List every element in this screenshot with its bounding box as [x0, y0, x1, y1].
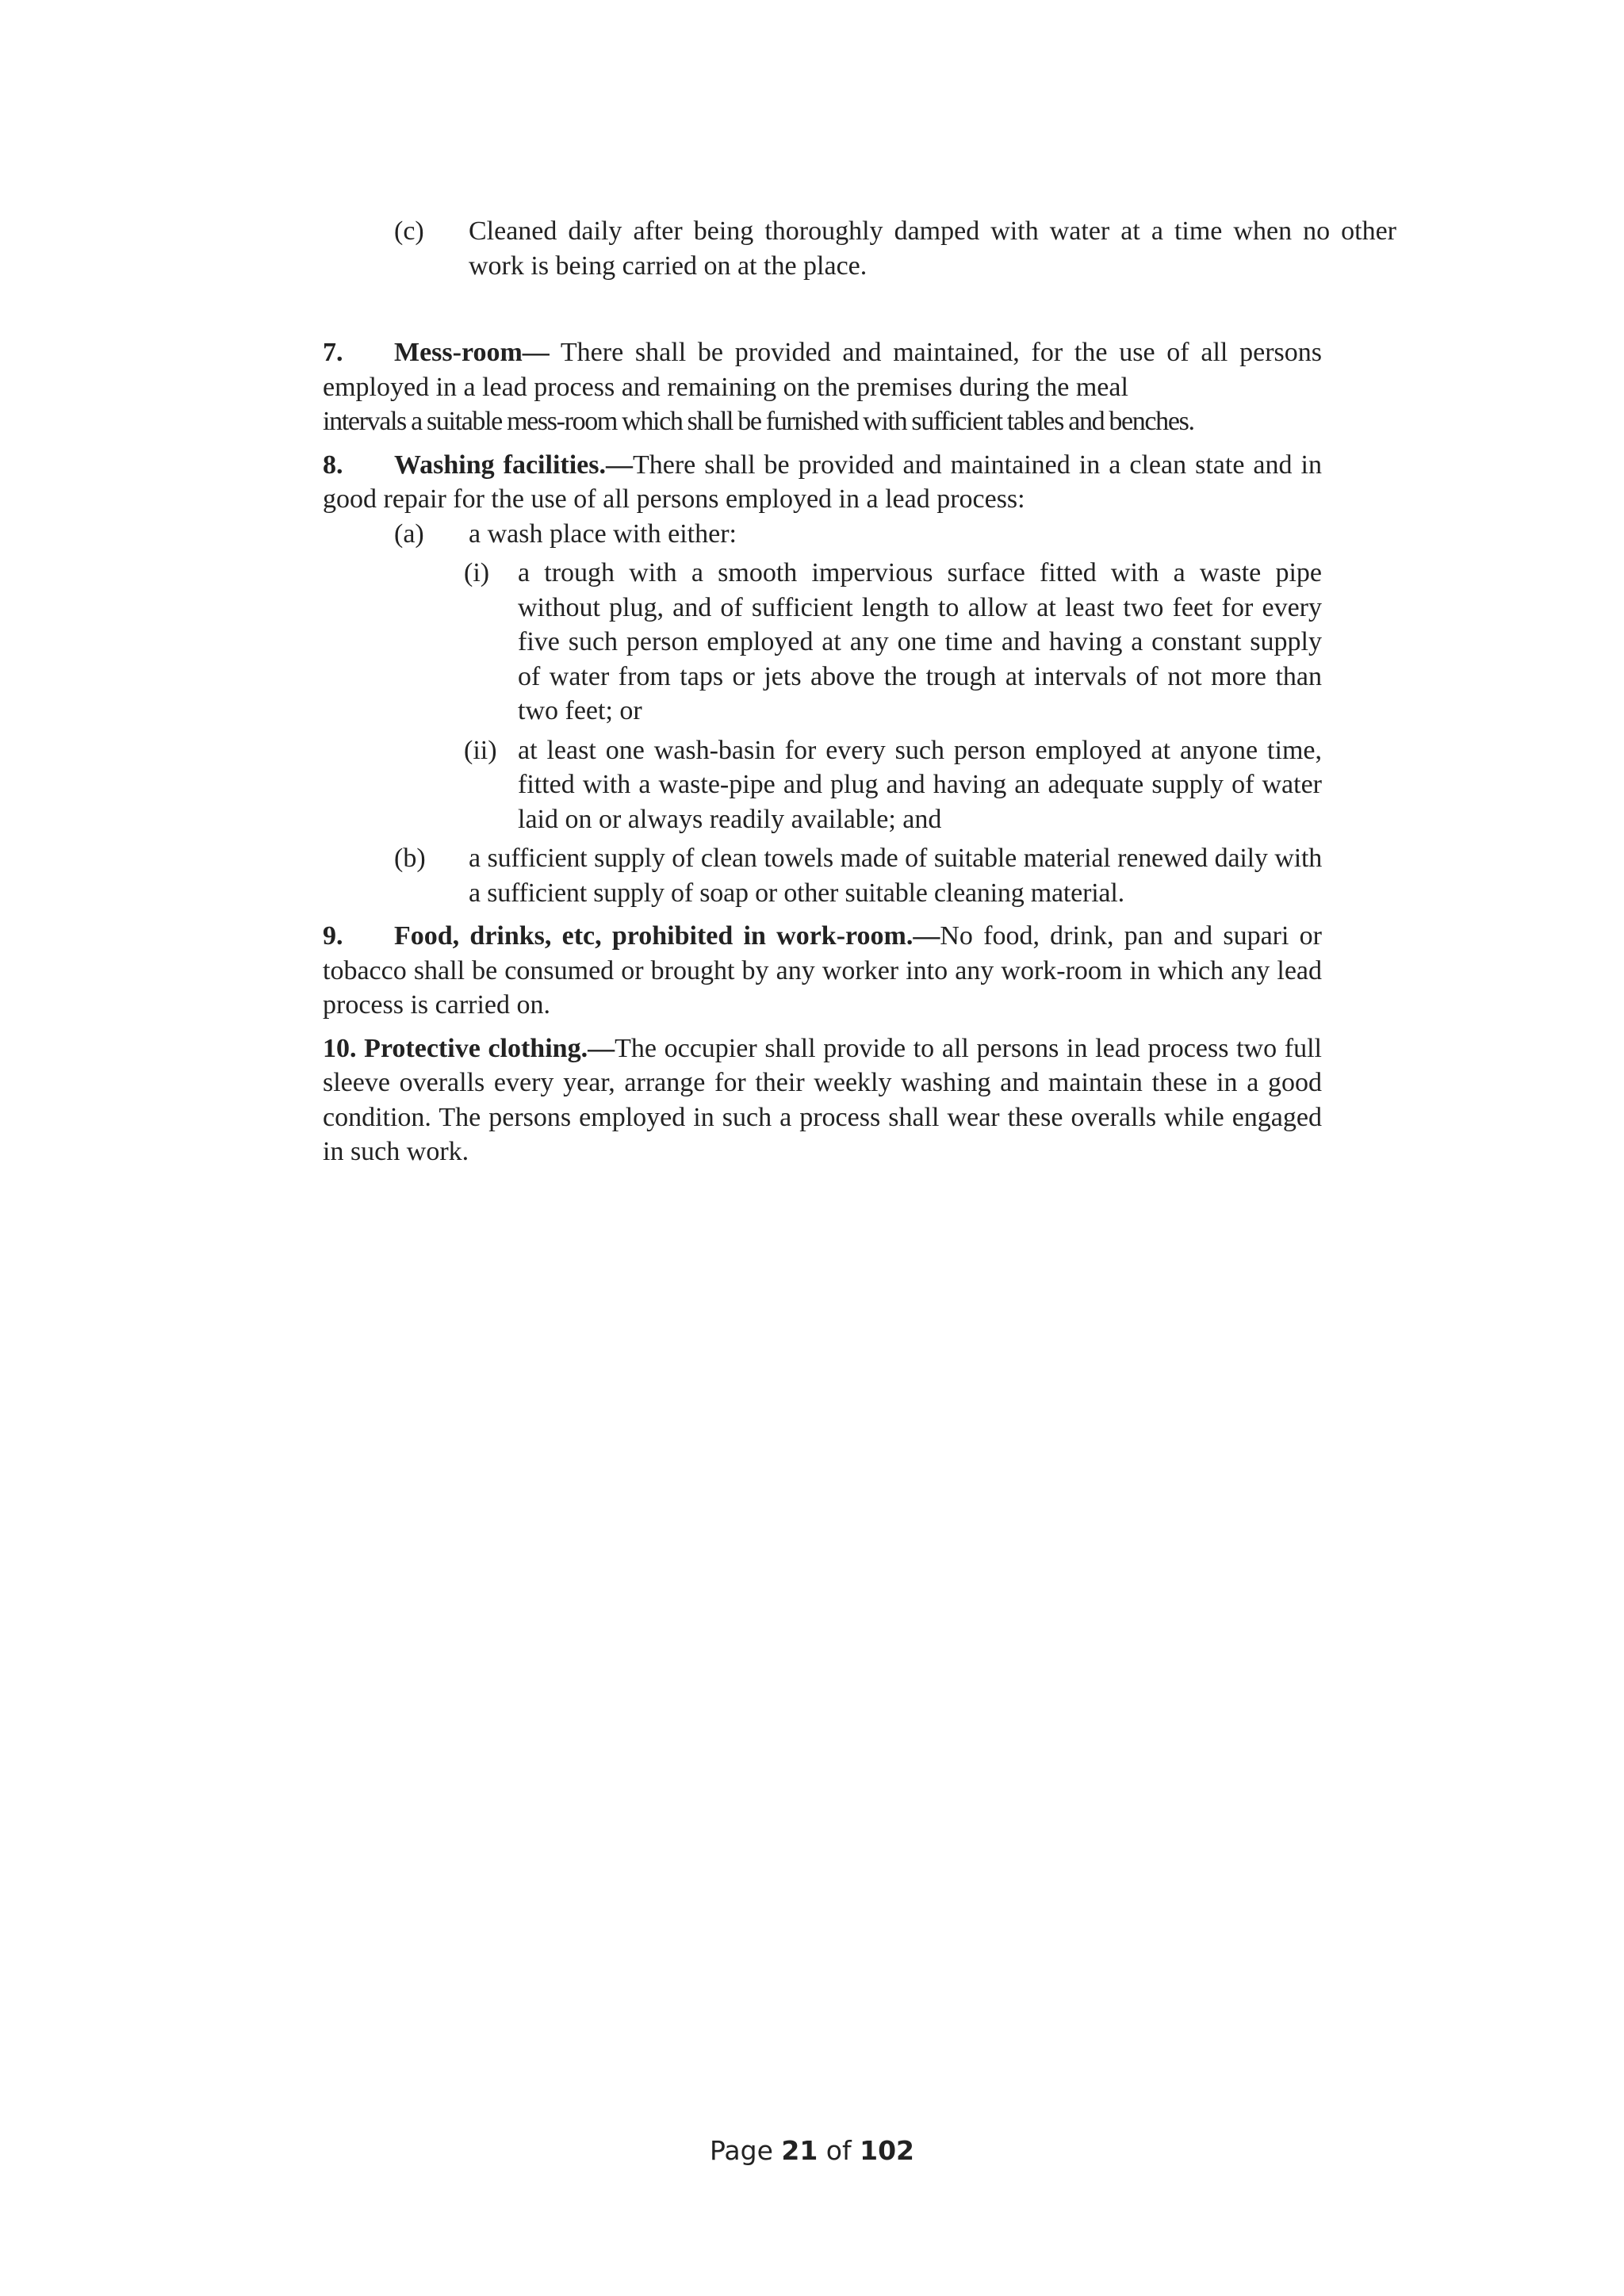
sub-item-ii-label: (ii): [464, 735, 497, 765]
section-text: No food, drink, pan and supari or tobacco shall be consumed or brought by any worker into any work-room in which any lead process is carried on.: [323, 921, 1322, 1020]
item-a-text: a wash place with either:: [469, 519, 737, 549]
footer-total-pages: 102: [860, 2135, 914, 2166]
clause-c: [394, 214, 1396, 283]
section-9-food-drinks: [323, 919, 1322, 1023]
section-7-mess-room: [323, 335, 1322, 439]
section-number: 7.: [323, 338, 343, 367]
footer-current-page: 21: [781, 2135, 818, 2166]
sub-item-ii-text: at least one wash-basin for every such person employed at anyone time, fitted with a waste-pipe and plug and having an adequate supply of water laid on or always readily available; and: [518, 735, 1322, 834]
page-footer: [0, 2135, 1624, 2166]
footer-prefix: Page: [709, 2135, 782, 2166]
section-heading: Washing facilities.—: [394, 450, 633, 480]
section-number: 9.: [323, 921, 343, 951]
footer-middle: of: [818, 2135, 860, 2166]
section-number: 10.: [323, 1033, 357, 1063]
section-text: There shall be provided and maintained, for the use of all persons employed in a lead process and remaining on the premises during the meal: [323, 338, 1322, 402]
sub-item-ii: [464, 733, 1322, 837]
item-b: [394, 841, 1322, 910]
sub-item-i-text: a trough with a smooth impervious surface fitted with a waste pipe without plug, and of sufficient length to allow at least two feet for every five such person employed at any one time and having a constant supply of water from taps or jets above the trough at intervals of not more than two feet; or: [518, 558, 1322, 725]
section-text: There shall be provided and maintained in a clean state and in good repair for the use of all persons employed in a lead process:: [323, 450, 1322, 514]
document-body: [323, 335, 1322, 1169]
item-a-label: (a): [394, 519, 424, 549]
item-b-label: (b): [394, 844, 426, 873]
section-heading: Food, drinks, etc, prohibited in work-room.—: [394, 921, 940, 951]
section-text: The occupier shall provide to all persons in lead process two full sleeve overalls every year, arrange for their weekly washing and maintain these in a good condition. The persons employed in such a process shall wear these overalls while engaged in such work.: [323, 1033, 1322, 1166]
section-number: 8.: [323, 450, 343, 480]
sub-item-i: [464, 556, 1322, 729]
item-b-text: a sufficient supply of clean towels made of suitable material renewed daily with a sufficient supply of soap or other suitable cleaning material.: [469, 844, 1322, 908]
clause-c-label: (c): [394, 216, 424, 246]
sub-item-i-label: (i): [464, 558, 490, 587]
section-heading: Mess-room—: [394, 338, 550, 367]
item-a: [394, 517, 1322, 552]
section-text-continued: intervals a suitable mess-room which shall be furnished with sufficient tables and benches.: [323, 407, 1194, 436]
section-8-washing-facilities: [323, 448, 1322, 911]
section-10-protective-clothing: [323, 1031, 1322, 1169]
clause-c-text: Cleaned daily after being thoroughly damped with water at a time when no other work is being carried on at the place.: [469, 216, 1396, 281]
section-heading: Protective clothing.—: [364, 1033, 615, 1063]
